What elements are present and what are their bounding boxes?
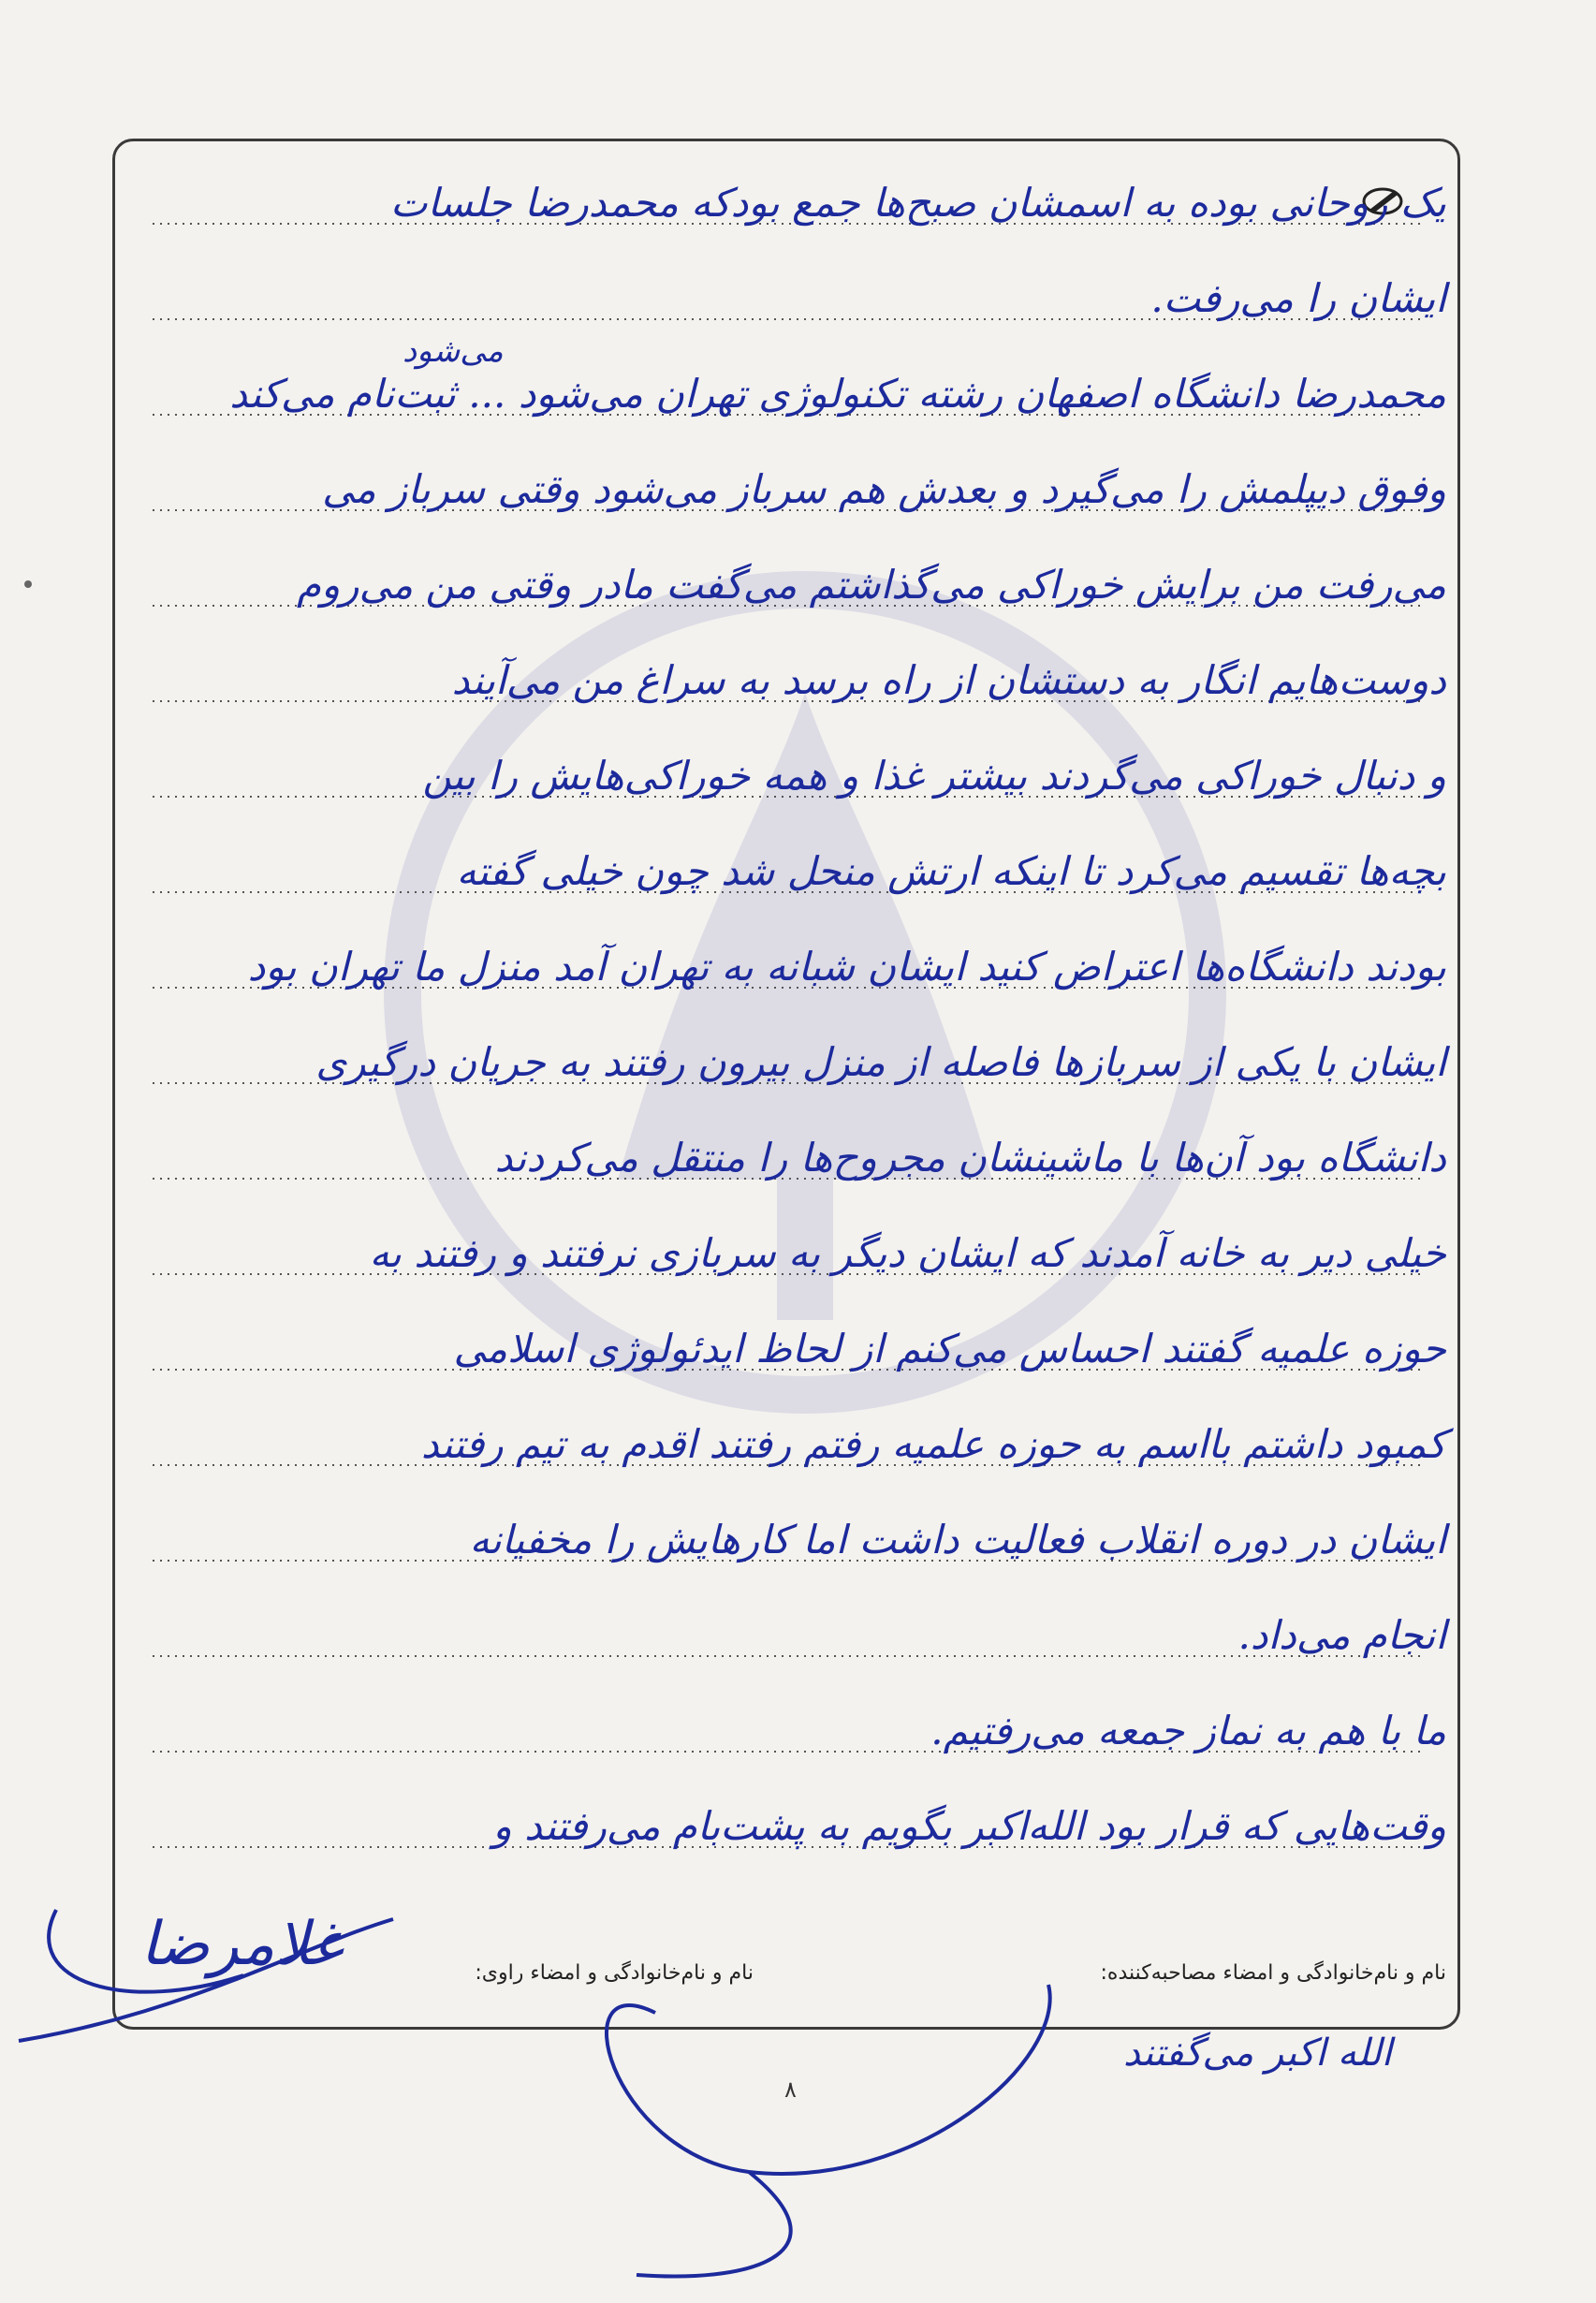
handwritten-line-11: دانشگاه بود آن‌ها با ماشینشان مجروح‌ها را منتقل می‌کردند <box>494 1135 1446 1181</box>
handwritten-line-1: یک روحانی بوده به اسمشان صبح‌ها جمع بودکه محمدرضا جلسات <box>390 180 1446 226</box>
page-number: ۸ <box>784 2076 797 2103</box>
handwritten-line-16: انجام می‌داد. <box>1237 1612 1446 1658</box>
handwritten-line-13: حوزه علمیه گفتند احساس می‌کنم از لحاظ ایدئولوژی اسلامی <box>453 1326 1446 1372</box>
handwritten-line-12: خیلی دیر به خانه آمدند که ایشان دیگر به سربازی نرفتند و رفتند به <box>369 1230 1446 1276</box>
handwritten-line-10: ایشان با یکی از سربازها فاصله از منزل بیرون رفتند به جریان درگیری <box>315 1039 1446 1085</box>
handwritten-line-18: وقت‌هایی که قرار بود الله‌اکبر بگویم به پشت‌بام می‌رفتند و <box>492 1803 1446 1849</box>
handwritten-line-15: ایشان در دوره انقلاب فعالیت داشت اما کارهایش را مخفیانه <box>469 1517 1446 1562</box>
handwritten-line-14: کمبود داشتم بااسم به حوزه علمیه رفتم رفتند اقدم به تیم رفتند <box>420 1421 1446 1467</box>
handwritten-line-6: دوست‌هایم انگار به دستشان از راه برسد به سراغ من می‌آیند <box>451 657 1446 703</box>
margin-insertion-note: می‌شود <box>403 332 504 370</box>
signature-note: الله اکبر می‌گفتند <box>1123 2032 1392 2075</box>
handwritten-line-9: بودند دانشگاه‌ها اعتراض کنید ایشان شبانه به تهران آمد منزل ما تهران بود <box>247 944 1446 990</box>
narrator-signature: غلامرضا <box>140 1910 343 1979</box>
handwritten-line-4: وفوق دیپلمش را می‌گیرد و بعدش هم سرباز می‌شود وقتی سرباز می <box>322 466 1446 512</box>
handwritten-line-3: محمدرضا دانشگاه اصفهان رشته تکنولوژی تهران می‌شود ... ثبت‌نام می‌کند <box>229 371 1446 417</box>
narrator-signature-label: نام و نام‌خانوادگی و امضاء راوی: <box>475 1961 754 1985</box>
handwritten-line-2: ایشان را می‌رفت. <box>1150 275 1446 321</box>
handwritten-line-8: بچه‌ها تقسیم می‌کرد تا اینکه ارتش منحل شد چون خیلی گفته <box>456 848 1446 894</box>
handwritten-line-5: می‌رفت من برایش خوراکی می‌گذاشتم می‌گفت مادر وقتی من می‌روم <box>297 562 1446 608</box>
interviewer-signature-label: نام و نام‌خانوادگی و امضاء مصاحبه‌کننده: <box>1100 1961 1446 1985</box>
handwritten-line-7: و دنبال خوراکی می‌گردند بیشتر غذا و همه خوراکی‌هایش را بین <box>422 753 1446 799</box>
handwritten-line-17: ما با هم به نماز جمعه می‌رفتیم. <box>930 1708 1446 1753</box>
